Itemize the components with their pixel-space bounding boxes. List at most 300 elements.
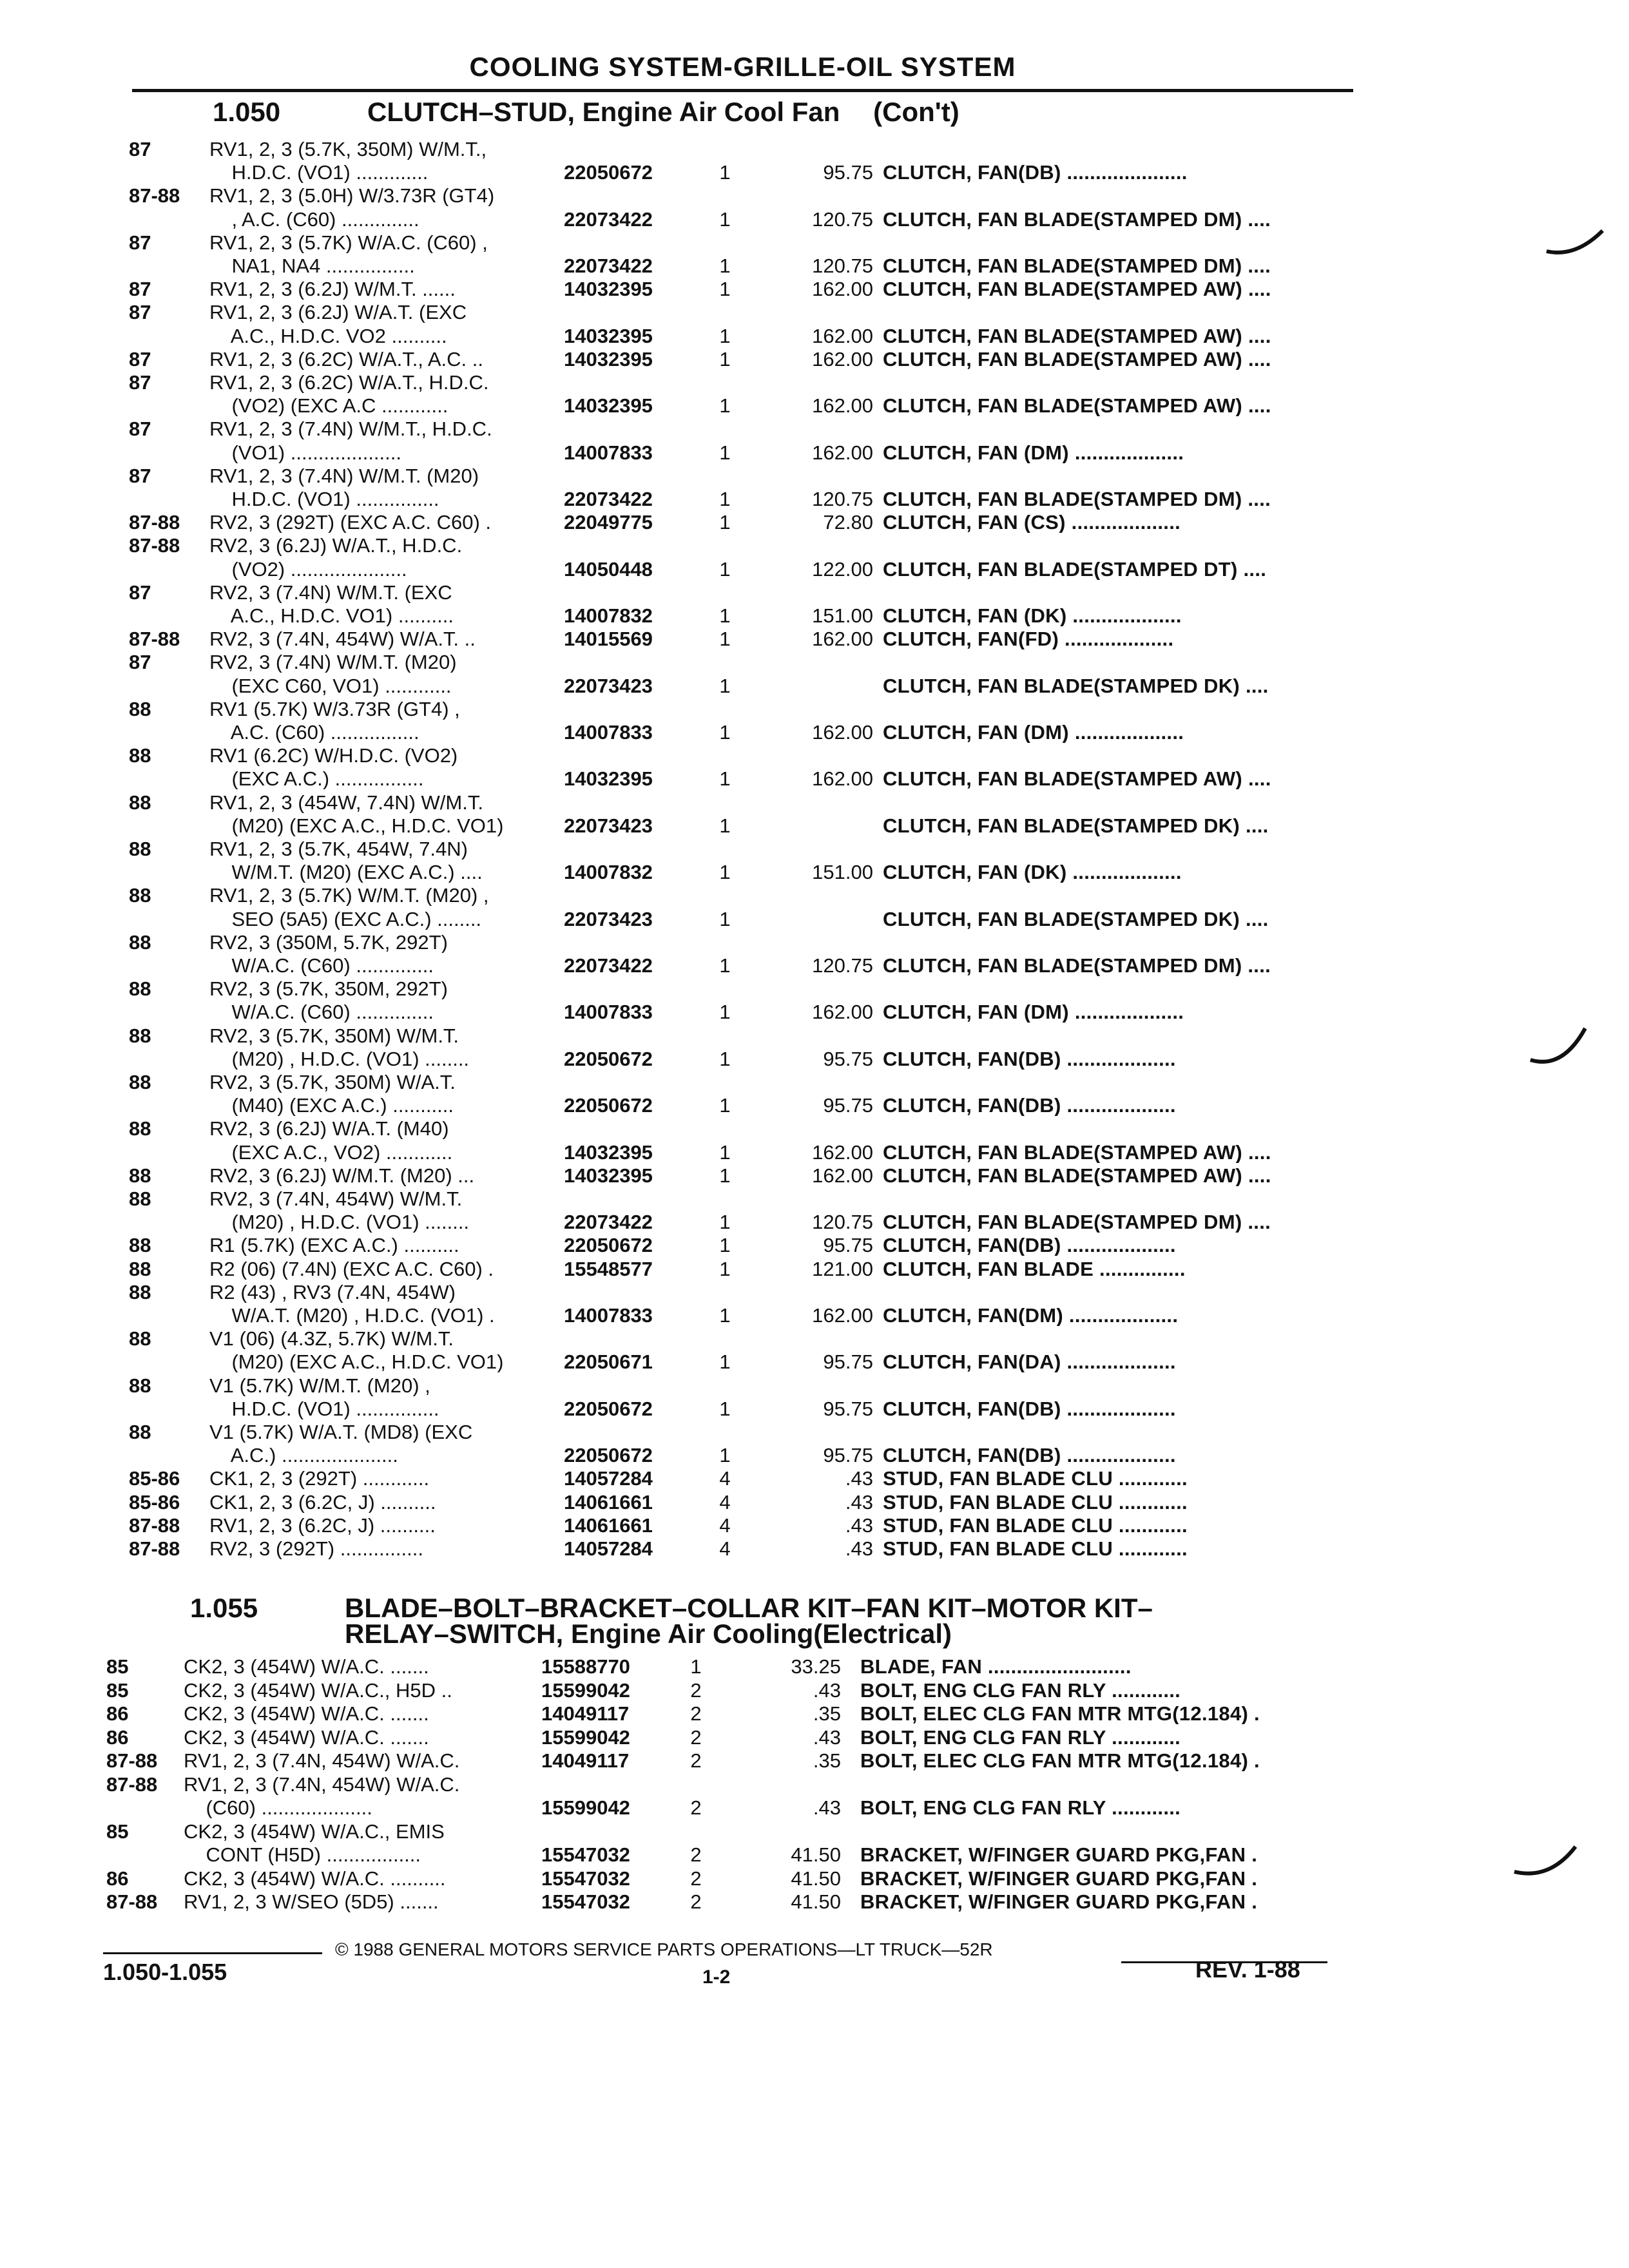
price: 72.80 — [823, 512, 873, 533]
quantity: 1 — [719, 628, 731, 650]
price: 95.75 — [823, 1048, 873, 1070]
table-row — [0, 278, 1629, 300]
part-number: 15548577 — [564, 1258, 653, 1280]
application-desc: R2 (06) (7.4N) (EXC A.C. C60) . — [209, 1258, 494, 1280]
part-description: BOLT, ENG CLG FAN RLY ............ — [860, 1679, 1181, 1701]
part-number: 14032395 — [564, 768, 653, 790]
application-desc: W/A.C. (C60) .............. — [209, 955, 434, 976]
table-row — [0, 675, 1629, 697]
model-year: 87 — [129, 348, 151, 370]
part-number: 15599042 — [541, 1797, 630, 1818]
model-year: 88 — [129, 745, 151, 767]
application-desc: RV1, 2, 3 (6.2J) W/A.T. (EXC — [209, 302, 467, 323]
application-desc: CK2, 3 (454W) W/A.C. .......... — [184, 1867, 446, 1889]
price: 120.75 — [812, 488, 873, 510]
quantity: 1 — [719, 1095, 731, 1117]
table-row — [0, 605, 1629, 626]
price: .43 — [845, 1538, 873, 1559]
table-row — [0, 442, 1629, 463]
application-desc: RV2, 3 (6.2J) W/A.T., H.D.C. — [209, 535, 463, 557]
quantity: 1 — [719, 675, 731, 697]
part-number: 22073423 — [564, 814, 653, 836]
part-description: CLUTCH, FAN BLADE ............... — [883, 1258, 1186, 1280]
page-header-title: COOLING SYSTEM-GRILLE-OIL SYSTEM — [469, 52, 1016, 82]
quantity: 1 — [719, 395, 731, 417]
table-row — [0, 1656, 1629, 1677]
table-row — [0, 1515, 1629, 1536]
table-row — [0, 792, 1629, 813]
part-number: 22073422 — [564, 955, 653, 976]
model-year: 88 — [129, 791, 151, 813]
price: 162.00 — [812, 348, 873, 370]
quantity: 1 — [719, 1211, 731, 1233]
quantity: 1 — [719, 1398, 731, 1419]
model-year: 88 — [129, 1118, 151, 1140]
application-desc: V1 (5.7K) W/M.T. (M20) , — [209, 1374, 430, 1396]
model-year: 88 — [129, 1188, 151, 1209]
price: 95.75 — [823, 1445, 873, 1466]
part-number: 14032395 — [564, 278, 653, 300]
model-year: 88 — [129, 931, 151, 953]
application-desc: CK2, 3 (454W) W/A.C., H5D .. — [184, 1679, 452, 1701]
application-desc: (EXC A.C., VO2) ............ — [209, 1141, 453, 1163]
part-number: 22049775 — [564, 512, 653, 533]
application-desc: RV2, 3 (7.4N) W/M.T. (M20) — [209, 651, 457, 673]
table-row — [0, 768, 1629, 789]
application-desc: , A.C. (C60) .............. — [209, 208, 419, 230]
part-number: 14061661 — [564, 1514, 653, 1536]
model-year: 87 — [129, 302, 151, 323]
price: 121.00 — [812, 1258, 873, 1280]
part-description: CLUTCH, FAN BLADE(STAMPED DM) .... — [883, 255, 1271, 276]
table-row — [0, 1774, 1629, 1795]
model-year: 87 — [129, 581, 151, 603]
table-row — [0, 162, 1629, 183]
part-number: 22050672 — [564, 162, 653, 184]
price: .43 — [845, 1491, 873, 1513]
header-rule — [132, 89, 1353, 92]
part-description: STUD, FAN BLADE CLU ............ — [883, 1468, 1188, 1490]
part-description: BRACKET, W/FINGER GUARD PKG,FAN . — [860, 1867, 1258, 1889]
application-desc: RV1, 2, 3 (5.7K) W/A.C. (C60) , — [209, 231, 488, 253]
quantity: 1 — [719, 955, 731, 976]
price: 162.00 — [812, 628, 873, 650]
quantity: 4 — [719, 1468, 731, 1490]
section-number: 1.050 — [213, 97, 281, 127]
quantity: 1 — [719, 1235, 731, 1256]
application-desc: RV1, 2, 3 W/SEO (5D5) ....... — [184, 1891, 439, 1912]
table-row — [0, 1750, 1629, 1771]
part-number: 15547032 — [541, 1891, 630, 1912]
price: 120.75 — [812, 208, 873, 230]
part-number: 22050672 — [564, 1095, 653, 1117]
quantity: 1 — [719, 278, 731, 300]
quantity: 1 — [719, 722, 731, 743]
model-year: 85-86 — [129, 1491, 180, 1513]
part-number: 15547032 — [541, 1867, 630, 1889]
table-row — [0, 908, 1629, 930]
quantity: 4 — [719, 1514, 731, 1536]
footer-section-range: 1.050-1.055 — [103, 1959, 227, 1985]
part-description: STUD, FAN BLADE CLU ............ — [883, 1514, 1188, 1536]
part-description: BRACKET, W/FINGER GUARD PKG,FAN . — [860, 1844, 1258, 1865]
table-row — [0, 139, 1629, 160]
part-number: 22050671 — [564, 1351, 653, 1373]
model-year: 88 — [129, 698, 151, 720]
table-row — [0, 1211, 1629, 1233]
part-description: CLUTCH, FAN BLADE(STAMPED DK) .... — [883, 908, 1269, 930]
section-title-line1: BLADE–BOLT–BRACKET–COLLAR KIT–FAN KIT–MOTOR KIT– — [345, 1593, 1153, 1623]
model-year: 88 — [129, 1328, 151, 1350]
price: 120.75 — [812, 255, 873, 276]
table-row — [0, 1868, 1629, 1889]
price: 41.50 — [791, 1844, 841, 1865]
quantity: 2 — [690, 1891, 702, 1912]
application-desc: CK2, 3 (454W) W/A.C. ....... — [184, 1726, 429, 1748]
price: 162.00 — [812, 1141, 873, 1163]
model-year: 86 — [106, 1726, 129, 1748]
table-row — [0, 745, 1629, 766]
table-row — [0, 349, 1629, 370]
application-desc: RV2, 3 (7.4N) W/M.T. (EXC — [209, 581, 452, 603]
model-year: 87 — [129, 418, 151, 440]
table-row — [0, 1680, 1629, 1701]
application-desc: A.C., H.D.C. VO1) .......... — [209, 605, 454, 626]
application-desc: (M20) (EXC A.C., H.D.C. VO1) — [209, 814, 504, 836]
part-number: 14032395 — [564, 1141, 653, 1163]
table-row — [0, 1703, 1629, 1724]
part-description: CLUTCH, FAN BLADE(STAMPED AW) .... — [883, 395, 1271, 417]
application-desc: RV1, 2, 3 (6.2C) W/A.T., A.C. .. — [209, 348, 483, 370]
application-desc: W/A.T. (M20) , H.D.C. (VO1) . — [209, 1305, 495, 1326]
part-description: STUD, FAN BLADE CLU ............ — [883, 1538, 1188, 1559]
table-row — [0, 582, 1629, 603]
quantity: 4 — [719, 1491, 731, 1513]
table-row — [0, 1375, 1629, 1396]
application-desc: (M20) , H.D.C. (VO1) ........ — [209, 1048, 470, 1070]
table-row — [0, 1821, 1629, 1842]
check-mark-icon — [1527, 1024, 1592, 1076]
quantity: 1 — [719, 1048, 731, 1070]
part-number: 22073422 — [564, 255, 653, 276]
part-number: 14032395 — [564, 395, 653, 417]
table-row — [0, 861, 1629, 883]
part-description: CLUTCH, FAN BLADE(STAMPED DM) .... — [883, 208, 1271, 230]
application-desc: RV1, 2, 3 (7.4N) W/M.T. (M20) — [209, 465, 479, 486]
price: 95.75 — [823, 1351, 873, 1373]
table-row — [0, 1727, 1629, 1748]
table-row — [0, 978, 1629, 999]
quantity: 2 — [690, 1867, 702, 1889]
part-number: 14007833 — [564, 722, 653, 743]
check-mark-icon — [1543, 226, 1608, 264]
application-desc: H.D.C. (VO1) ............... — [209, 1398, 439, 1419]
table-row — [0, 628, 1629, 649]
model-year: 88 — [129, 1421, 151, 1443]
part-description: CLUTCH, FAN(DA) ................... — [883, 1351, 1176, 1373]
application-desc: W/M.T. (M20) (EXC A.C.) .... — [209, 861, 483, 883]
part-description: CLUTCH, FAN BLADE(STAMPED DT) .... — [883, 558, 1267, 580]
table-row — [0, 1048, 1629, 1070]
model-year: 87-88 — [129, 1514, 180, 1536]
price: 95.75 — [823, 1398, 873, 1419]
application-desc: RV2, 3 (292T) (EXC A.C. C60) . — [209, 512, 492, 533]
table-row — [0, 1398, 1629, 1419]
application-desc: A.C. (C60) ................ — [209, 722, 419, 743]
quantity: 1 — [690, 1656, 702, 1677]
application-desc: (VO1) .................... — [209, 441, 401, 463]
section-1055-heading — [190, 1595, 1153, 1647]
table-row — [0, 885, 1629, 906]
quantity: 2 — [690, 1844, 702, 1865]
price: 95.75 — [823, 1235, 873, 1256]
price: 162.00 — [812, 1001, 873, 1023]
part-number: 22073422 — [564, 488, 653, 510]
section-continued: (Con't) — [873, 97, 959, 127]
part-description: CLUTCH, FAN(DB) ..................... — [883, 162, 1188, 184]
table-row — [0, 1095, 1629, 1116]
application-desc: (VO2) (EXC A.C ............ — [209, 395, 448, 417]
model-year: 87-88 — [129, 628, 180, 650]
price: .43 — [845, 1468, 873, 1490]
part-description: BRACKET, W/FINGER GUARD PKG,FAN . — [860, 1891, 1258, 1912]
quantity: 1 — [719, 348, 731, 370]
quantity: 1 — [719, 908, 731, 930]
application-desc: RV2, 3 (5.7K, 350M) W/A.T. — [209, 1072, 456, 1093]
quantity: 4 — [719, 1538, 731, 1559]
part-number: 22050672 — [564, 1445, 653, 1466]
model-year: 87 — [129, 278, 151, 300]
part-description: CLUTCH, FAN(DM) ................... — [883, 1305, 1179, 1326]
model-year: 87-88 — [106, 1891, 158, 1912]
application-desc: RV1, 2, 3 (7.4N) W/M.T., H.D.C. — [209, 418, 492, 440]
quantity: 1 — [719, 208, 731, 230]
application-desc: A.C., H.D.C. VO2 .......... — [209, 325, 447, 347]
part-description: CLUTCH, FAN(DB) ................... — [883, 1095, 1176, 1117]
table-row — [0, 465, 1629, 486]
model-year: 88 — [129, 885, 151, 907]
model-year: 87-88 — [106, 1750, 158, 1771]
price: 41.50 — [791, 1867, 841, 1889]
application-desc: RV1, 2, 3 (454W, 7.4N) W/M.T. — [209, 791, 483, 813]
quantity: 1 — [719, 558, 731, 580]
part-number: 22050672 — [564, 1048, 653, 1070]
price: 151.00 — [812, 605, 873, 626]
check-mark-icon — [1511, 1843, 1582, 1888]
model-year: 86 — [106, 1867, 129, 1889]
application-desc: R2 (43) , RV3 (7.4N, 454W) — [209, 1281, 456, 1303]
quantity: 1 — [719, 814, 731, 836]
table-row — [0, 1891, 1629, 1912]
table-row — [0, 838, 1629, 860]
part-number: 14049117 — [541, 1750, 630, 1771]
quantity: 1 — [719, 162, 731, 184]
part-number: 15588770 — [541, 1656, 630, 1677]
quantity: 1 — [719, 488, 731, 510]
price: 151.00 — [812, 861, 873, 883]
quantity: 1 — [719, 1141, 731, 1163]
table-row — [0, 418, 1629, 439]
part-number: 22073423 — [564, 908, 653, 930]
part-description: CLUTCH, FAN (CS) ................... — [883, 512, 1181, 533]
part-description: CLUTCH, FAN BLADE(STAMPED AW) .... — [883, 1164, 1271, 1186]
price: 41.50 — [791, 1891, 841, 1912]
table-row — [0, 1468, 1629, 1489]
application-desc: NA1, NA4 ................ — [209, 255, 415, 276]
quantity: 1 — [719, 255, 731, 276]
model-year: 87 — [129, 651, 151, 673]
model-year: 85 — [106, 1820, 129, 1842]
application-desc: SEO (5A5) (EXC A.C.) ........ — [209, 908, 482, 930]
table-row — [0, 302, 1629, 323]
price: 162.00 — [812, 722, 873, 743]
price: 120.75 — [812, 1211, 873, 1233]
model-year: 85 — [106, 1656, 129, 1677]
part-number: 14032395 — [564, 1164, 653, 1186]
part-number: 14057284 — [564, 1468, 653, 1490]
quantity: 1 — [719, 512, 731, 533]
table-row — [0, 1445, 1629, 1466]
model-year: 88 — [129, 1281, 151, 1303]
part-description: BLADE, FAN ......................... — [860, 1656, 1132, 1677]
model-year: 88 — [129, 838, 151, 860]
price: 162.00 — [812, 395, 873, 417]
part-description: CLUTCH, FAN (DK) ................... — [883, 605, 1182, 626]
part-number: 14061661 — [564, 1491, 653, 1513]
application-desc: (EXC C60, VO1) ............ — [209, 675, 452, 697]
part-description: CLUTCH, FAN (DM) ................... — [883, 1001, 1184, 1023]
table-row — [0, 955, 1629, 976]
price: .35 — [813, 1703, 841, 1724]
quantity: 1 — [719, 1001, 731, 1023]
quantity: 1 — [719, 768, 731, 790]
table-row — [0, 1188, 1629, 1209]
section-title: CLUTCH–STUD, Engine Air Cool Fan — [367, 97, 840, 127]
application-desc: RV1, 2, 3 (5.7K, 454W, 7.4N) — [209, 838, 468, 860]
price: 33.25 — [791, 1656, 841, 1677]
table-row — [0, 815, 1629, 836]
table-row — [0, 1797, 1629, 1818]
application-desc: RV2, 3 (292T) ............... — [209, 1538, 423, 1559]
part-number: 14032395 — [564, 325, 653, 347]
model-year: 85-86 — [129, 1468, 180, 1490]
application-desc: RV1 (6.2C) W/H.D.C. (VO2) — [209, 745, 458, 767]
quantity: 2 — [690, 1679, 702, 1701]
part-description: CLUTCH, FAN BLADE(STAMPED AW) .... — [883, 768, 1271, 790]
application-desc: RV2, 3 (5.7K, 350M, 292T) — [209, 978, 448, 1000]
application-desc: RV2, 3 (350M, 5.7K, 292T) — [209, 931, 448, 953]
part-number: 14007833 — [564, 441, 653, 463]
part-description: CLUTCH, FAN(DB) ................... — [883, 1048, 1176, 1070]
table-row — [0, 559, 1629, 580]
part-number: 14007832 — [564, 861, 653, 883]
part-description: CLUTCH, FAN(DB) ................... — [883, 1445, 1176, 1466]
part-number: 14057284 — [564, 1538, 653, 1559]
part-number: 22073422 — [564, 208, 653, 230]
footer-revision: REV. 1-88 — [1195, 1956, 1300, 1983]
model-year: 87-88 — [129, 185, 180, 207]
table-row — [0, 651, 1629, 673]
price: 162.00 — [812, 1164, 873, 1186]
application-desc: RV2, 3 (5.7K, 350M) W/M.T. — [209, 1024, 459, 1046]
table-row — [0, 1305, 1629, 1326]
part-description: BOLT, ELEC CLG FAN MTR MTG(12.184) . — [860, 1703, 1260, 1724]
price: .35 — [813, 1750, 841, 1771]
price: 95.75 — [823, 162, 873, 184]
part-description: CLUTCH, FAN (DM) ................... — [883, 441, 1184, 463]
part-number: 14007833 — [564, 1001, 653, 1023]
model-year: 87-88 — [129, 512, 180, 533]
application-desc: V1 (06) (4.3Z, 5.7K) W/M.T. — [209, 1328, 454, 1350]
part-number: 15547032 — [541, 1844, 630, 1865]
table-row — [0, 1328, 1629, 1349]
table-row — [0, 1072, 1629, 1093]
part-description: CLUTCH, FAN BLADE(STAMPED DM) .... — [883, 488, 1271, 510]
part-number: 22050672 — [564, 1235, 653, 1256]
table-row — [0, 232, 1629, 253]
price: .43 — [813, 1726, 841, 1748]
part-description: CLUTCH, FAN (DM) ................... — [883, 722, 1184, 743]
quantity: 1 — [719, 1305, 731, 1326]
application-desc: RV1 (5.7K) W/3.73R (GT4) , — [209, 698, 460, 720]
part-description: CLUTCH, FAN BLADE(STAMPED AW) .... — [883, 325, 1271, 347]
table-row — [0, 209, 1629, 230]
quantity: 1 — [719, 325, 731, 347]
table-row — [0, 325, 1629, 347]
quantity: 2 — [690, 1750, 702, 1771]
table-row — [0, 722, 1629, 743]
model-year: 87 — [129, 465, 151, 486]
application-desc: (M20) (EXC A.C., H.D.C. VO1) — [209, 1351, 504, 1373]
price: 162.00 — [812, 441, 873, 463]
table-row — [0, 1258, 1629, 1280]
quantity: 1 — [719, 861, 731, 883]
quantity: 2 — [690, 1726, 702, 1748]
part-description: STUD, FAN BLADE CLU ............ — [883, 1491, 1188, 1513]
table-row — [0, 185, 1629, 206]
application-desc: (VO2) ..................... — [209, 558, 407, 580]
application-desc: RV1, 2, 3 (5.0H) W/3.73R (GT4) — [209, 185, 495, 207]
application-desc: CK1, 2, 3 (292T) ............ — [209, 1468, 430, 1490]
table-row — [0, 395, 1629, 416]
application-desc: (M40) (EXC A.C.) ........... — [209, 1095, 454, 1117]
quantity: 2 — [690, 1703, 702, 1724]
application-desc: A.C.) ..................... — [209, 1445, 398, 1466]
application-desc: RV1, 2, 3 (7.4N, 454W) W/A.C. — [184, 1750, 460, 1771]
application-desc: V1 (5.7K) W/A.T. (MD8) (EXC — [209, 1421, 473, 1443]
price: 122.00 — [812, 558, 873, 580]
model-year: 88 — [129, 1072, 151, 1093]
application-desc: (M20) , H.D.C. (VO1) ........ — [209, 1211, 470, 1233]
price: 162.00 — [812, 768, 873, 790]
model-year: 88 — [129, 1374, 151, 1396]
application-desc: R1 (5.7K) (EXC A.C.) .......... — [209, 1235, 459, 1256]
model-year: 87 — [129, 139, 151, 160]
application-desc: CK1, 2, 3 (6.2C, J) .......... — [209, 1491, 436, 1513]
application-desc: RV1, 2, 3 (5.7K, 350M) W/M.T., — [209, 139, 487, 160]
model-year: 87 — [129, 231, 151, 253]
quantity: 1 — [719, 1164, 731, 1186]
table-row — [0, 535, 1629, 556]
part-description: CLUTCH, FAN BLADE(STAMPED AW) .... — [883, 348, 1271, 370]
table-row — [0, 1165, 1629, 1186]
part-number: 15599042 — [541, 1679, 630, 1701]
part-number: 22050672 — [564, 1398, 653, 1419]
application-desc: H.D.C. (VO1) ............. — [209, 162, 429, 184]
part-number: 15599042 — [541, 1726, 630, 1748]
application-desc: RV1, 2, 3 (5.7K) W/M.T. (M20) , — [209, 885, 489, 907]
table-row — [0, 1492, 1629, 1513]
